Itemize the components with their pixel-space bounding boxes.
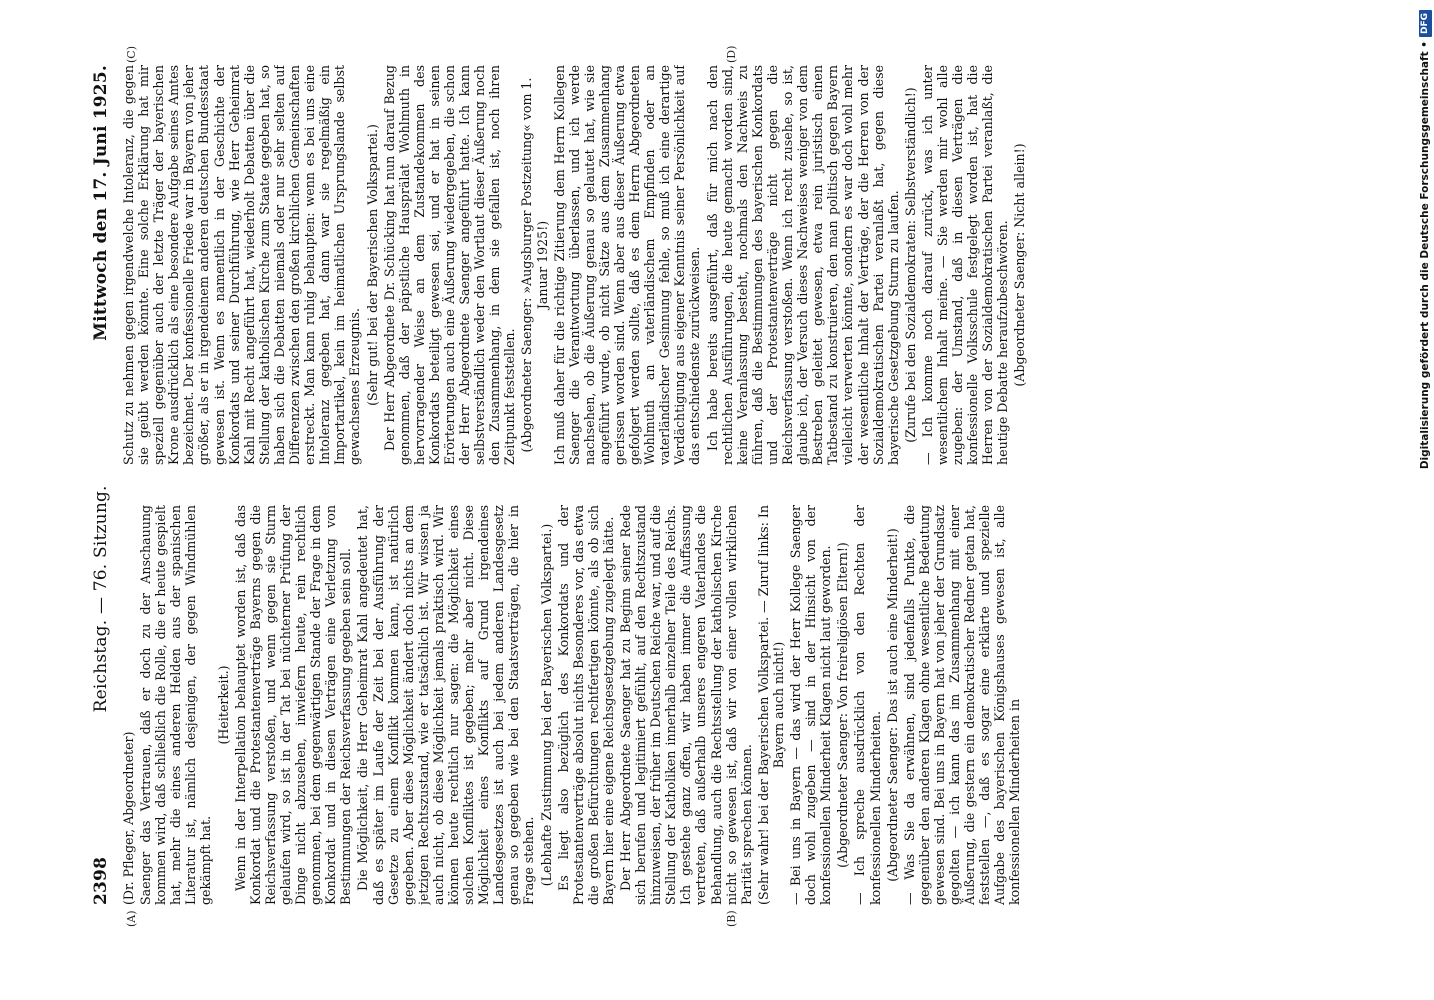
left-column-paragraph: (Abgeordneter Saenger: Das ist auch eine Minderheit!) — [884, 528, 900, 882]
left-column-paragraph: Der Herr Abgeordnete Saenger hat zu Beginn seiner Rede sich berufen und legitimiert gefühlt, auf den Rechtszustand hinzuweisen, der früher im Deutschen Reiche war, und auf die Stellung der Katholiken innerhalb einzelner Teile des Reichs. Ich gestehe ganz offen, wir haben immer die Auffassung vertreten, daß außerhalb unseres engeren Vaterlandes die Behandlung, auch die Rechtsstellung der katholischen Kirche nicht so gewesen ist, daß wir von einer vollen wirklichen Parität sprechen können. — [618, 505, 754, 905]
rotated-document-page — [85, 45, 1405, 927]
left-column-paragraph: Saenger das Vertrauen, daß er doch zu der Anschauung kommen wird, daß schließlich die Rolle, die er heute gespielt hat, mehr die eines anderen Helden aus der spanischen Literatur ist, nämlich desjenigen, der gegen Windmühlen gekämpft hat. — [138, 505, 214, 905]
session-title: Reichstag. — 76. Sitzung. — [91, 485, 111, 713]
left-column-paragraph: (Lebhafte Zustimmung bei der Bayerischen Volkspartei.) — [538, 523, 554, 887]
left-text-column — [121, 505, 1291, 905]
left-column-paragraph: Es liegt also bezüglich des Konkordats und der Protestantenverträge absolut nichts Besonderes vor, das etwa die großen Befürchtungen rechtfertigen könnte, als ob sich Bayern hier eine eigene Reichsgesetzgebung zugelegt hätte. — [555, 505, 616, 905]
left-column-paragraph: — Was Sie da erwähnen, sind jedenfalls Punkte, die gegenüber den anderen Klagen ohne wesentliche Bedeutung gewesen sind. Bei uns in Bayern hat von jeher der Grundsatz gegolten — ich kann das im Zusammenhang mit einer Äußerung, die gestern ein demokratischer Redner getan hat, feststellen —, daß es sogar eine erklärte und spezielle Aufgabe des bayerischen Königshauses gewesen ist, alle konfessionellen Minderheiten in — [901, 505, 1023, 905]
right-column-paragraph: (Sehr gut! bei der Bayerischen Volkspartei.) — [364, 124, 380, 406]
dfg-logo: DFG — [1419, 10, 1432, 37]
right-text-column — [121, 65, 1291, 465]
left-column-paragraph: Wenn in der Interpellation behauptet worden ist, daß das Konkordat und die Protestantenverträge Bayerns gegen die Reichsverfassung verstoßen, und wenn gegen sie Sturm gelaufen wird, so ist in der Tat bei nüchterner Prüfung der Dinge nicht abzusehen, inwiefern heute, rein rechtlich genommen, bei dem gegenwärtigen Stande der Frage in dem Konkordat und in diesen Verträgen eine Verletzung von Bestimmungen der Reichsverfassung gegeben sein soll. — [232, 505, 354, 905]
left-column-paragraph: (Sehr wahr! bei der Bayerischen Volkspartei. — Zuruf links: In Bayern auch nicht!) — [755, 505, 786, 905]
right-column-paragraph: (Zurufe bei den Sozialdemokraten: Selbstverständlich!) — [902, 87, 918, 443]
left-column-paragraph: Die Möglichkeit, die Herr Geheimrat Kahl angedeutet hat, daß es später im Laufe der Zeit bei der Ausführung der Gesetze zu einem Konflikt kommen kann, ist natürlich gegeben. Aber diese Möglichkeit ändert doch nichts an dem jetzigen Rechtszustand, wie er tatsächlich ist. Wir wissen ja auch nicht, ob diese Möglichkeit jemals praktisch wird. Wir können heute rechtlich nur sagen: die Möglichkeit eines solchen Konfliktes ist gegeben; mehr aber nicht. Diese Möglichkeit eines Konflikts auf Grund irgendeines Landesgesetzes ist auch bei jedem anderen Landesgesetz genau so gegeben wie bei den Staatsverträgen, die hier in Frage stehen. — [355, 505, 537, 905]
page-header — [85, 65, 117, 905]
session-date: Mittwoch den 17. Juni 1925. — [91, 65, 111, 341]
left-column-paragraph: — Ich spreche ausdrücklich von den Rechten der konfessionellen Minderheiten. — [852, 505, 883, 905]
margin-mark-c: (C) — [125, 46, 138, 63]
right-column-paragraph: Schutz zu nehmen gegen irgendwelche Intoleranz, die gegen sie geübt werden könnte. Eine solche Erklärung hat mir speziell gegenüber auch der letzte Träger der bayerischen Krone ausdrücklich als eine besondere Aufgabe seines Amtes bezeichnet. Der konfessionelle Friede war in Bayern von jeher größer, als er in irgendeinem anderen deutschen Bundesstaat gewesen ist. Wenn es namentlich in der Geschichte der Konkordats und seiner Durchführung, wie Herr Geheimrat Kahl mit Recht angeführt hat, wiederholt Debatten über die Stellung der katholischen Kirche zum Staate gegeben hat, so haben sich die Debatten niemals oder nur sehr selten auf Differenzen zwischen den großen kirchlichen Gemeinschaften erstreckt. Man kann ruhig behaupten: wenn es bei uns eine Intoleranz gegeben hat, dann war sie regelmäßig ein Importartikel, kein im heimatlichen Ursprungslande selbst gewachsenes Erzeugnis. — [121, 65, 363, 465]
right-column-paragraph: Der Herr Abgeordnete Dr. Schücking hat nun darauf Bezug genommen, daß der päpstliche Hausprälat Wohlmuth in hervorragender Weise an dem Zustandekommen des Konkordats beteiligt gewesen sei, und er hat in seinen Erörterungen auch eine Äußerung wiedergegeben, die schon der Herr Abgeordnete Saenger angeführt hatte. Ich kann selbstverständlich weder den Wortlaut dieser Äußerung noch den Zusammenhang, in dem sie gefallen ist, noch ihren Zeitpunkt feststellen. — [381, 65, 518, 465]
right-column-paragraph: (Abgeordneter Saenger: Nicht allein!) — [1012, 143, 1028, 387]
right-column-paragraph: Ich muß daher für die richtige Zitierung dem Herrn Kollegen Saenger die Verantwortung überlassen, und ich werde nachsehen, ob die Äußerung genau so gelautet hat, wie sie angeführt wurde, ob nicht Sätze aus dem Zusammenhang gerissen worden sind. Wenn aber aus dieser Äußerung etwa gefolgert werden sollte, daß es dem Herrn Abgeordneten Wohlmuth an vaterländischem Empfinden oder an vaterländischer Gesinnung fehle, so muß ich eine derartige Verdächtigung aus eigener Kenntnis seiner Persönlichkeit auf das entschiedenste zurückweisen. — [551, 65, 703, 465]
attribution-text: Digitalisierung gefördert durch die Deutsche Forschungsgemeinschaft • — [1419, 41, 1431, 470]
right-column-paragraph: Ich habe bereits ausgeführt, daß für mich nach den rechtlichen Ausführungen, die heute gemacht worden sind, keine Veranlassung besteht, nochmals den Nachweis zu führen, daß die Bestimmungen des bayerischen Konkordats und der Protestantenverträge nicht gegen die Reichsverfassung verstoßen. Wenn ich recht zusehe, so ist, glaube ich, der Versuch dieses Nachweises weniger von dem Bestreben geleitet gewesen, etwa rein juristisch einen Tatbestand zu konstruieren, den man politisch gegen Bayern vielleicht verwerten könnte, sondern es war doch wohl mehr der wesentliche Inhalt der Verträge, der die Herren von der Sozialdemokratischen Partei veranlaßt hat, gegen diese bayerische Gesetzgebung Sturm zu laufen. — [704, 65, 901, 465]
margin-mark-b: (B) — [725, 910, 738, 927]
right-column-paragraph: (Abgeordneter Saenger: »Augsburger Postzeitung« vom 1. Januar 1925!) — [519, 77, 550, 453]
left-column-paragraph: (Dr. Pfleger, Abgeordneter) — [121, 731, 136, 905]
left-column-paragraph: (Abgeordneter Saenger: Von freireligiösen Eltern!) — [835, 542, 851, 868]
page-number: 2398 — [91, 856, 111, 905]
margin-mark-d: (D) — [725, 45, 738, 63]
dfg-attribution — [1418, 10, 1432, 970]
margin-mark-a: (A) — [125, 910, 138, 927]
left-column-paragraph: — Bei uns in Bayern — das wird der Herr Kollege Saenger doch wohl zugeben — sind in der Hinsicht von der konfessionellen Minderheit Klagen nicht laut geworden. — [788, 505, 834, 905]
right-column-paragraph: — Ich komme noch darauf zurück, was ich unter wesentlichem Inhalt meine. — Sie werden mir wohl alle zugeben: der Umstand, daß in diesen Verträgen die konfessionelle Volksschule festgelegt worden ist, hat die Herren von der Sozialdemokratischen Partei veranlaßt, die heutige Debatte heraufzubeschwören. — [919, 65, 1011, 465]
left-column-paragraph: (Heiterkeit.) — [215, 665, 231, 745]
